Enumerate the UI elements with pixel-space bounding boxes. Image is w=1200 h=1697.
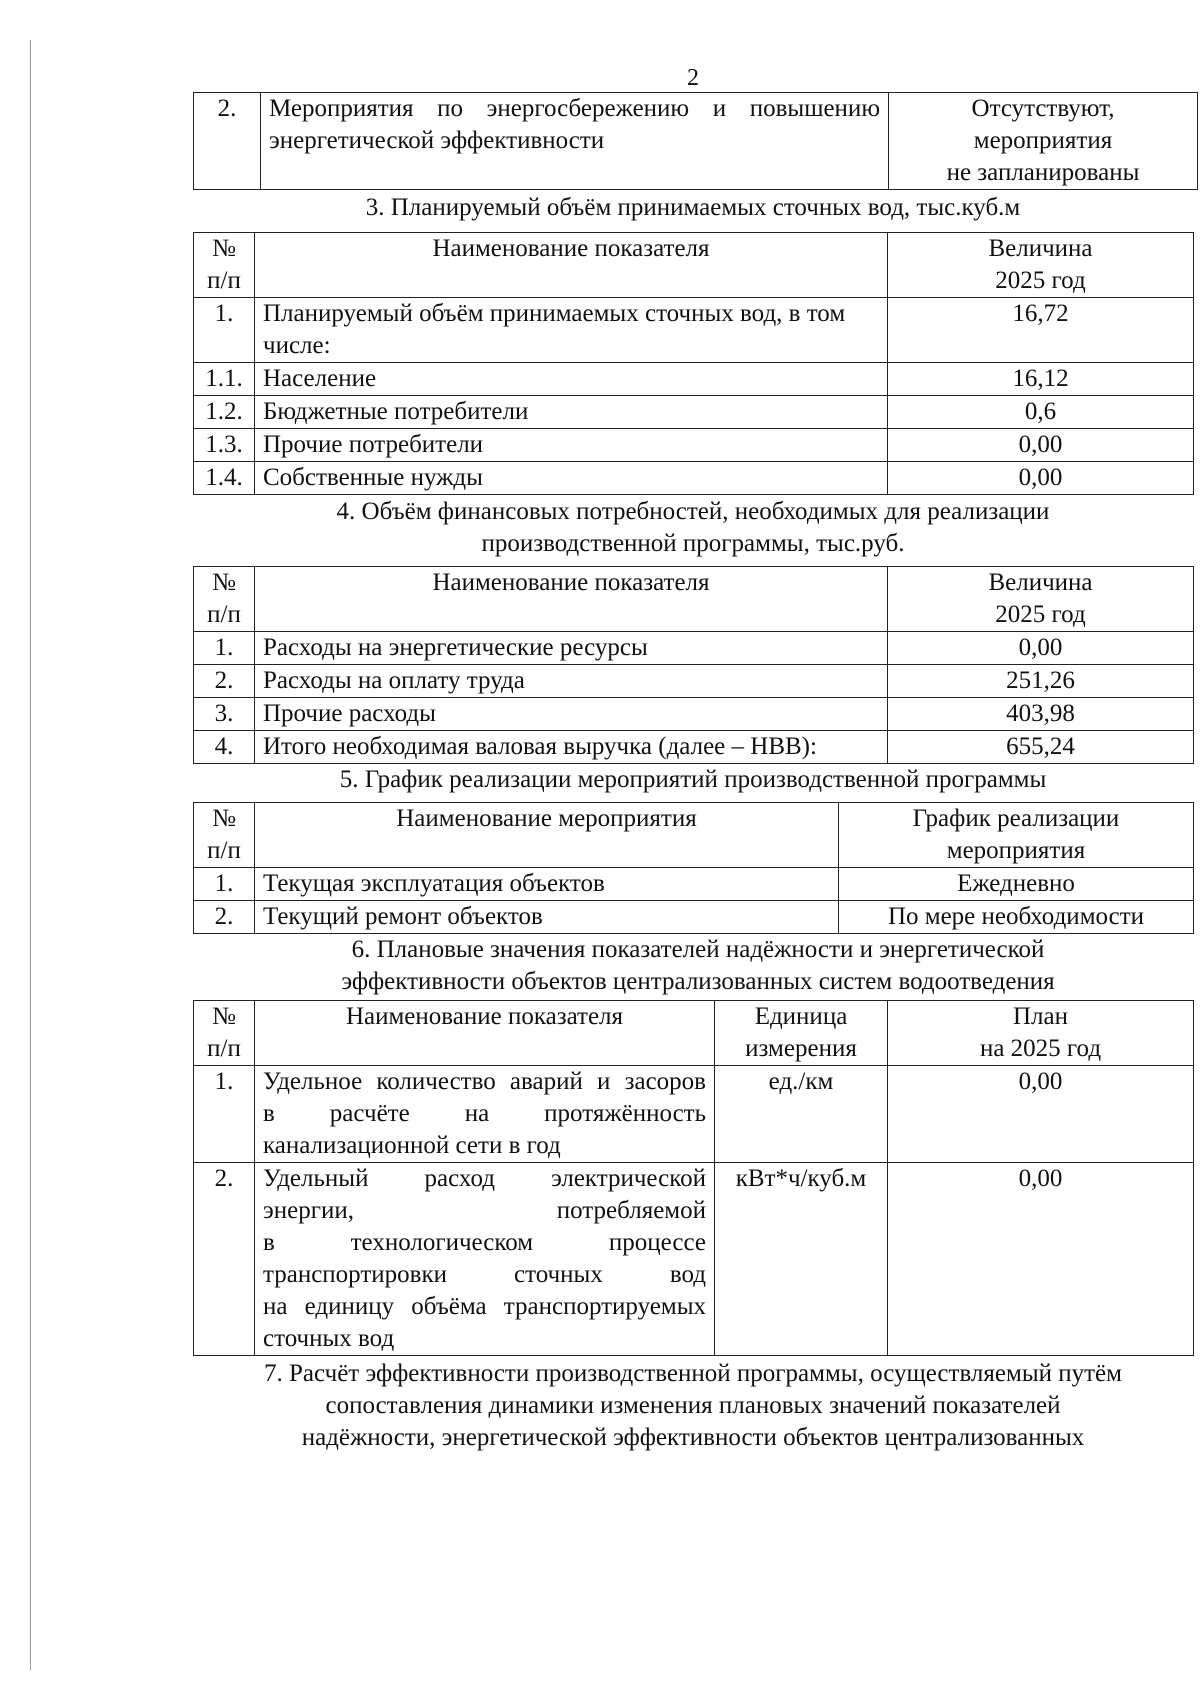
row-name	[255, 1163, 715, 1356]
measure-name-line-2: энергетической эффективности	[269, 127, 605, 154]
row-name: Планируемый объём принимаемых сточных вод, в том числе:	[255, 298, 888, 363]
header-number-line-1: №	[212, 235, 236, 262]
header-value-line-1: Величина	[988, 569, 1093, 596]
row-value: 655,24	[888, 731, 1194, 764]
section6-title-line-2: эффективности объектов централизованных систем водоотведения	[341, 968, 1055, 995]
row-name: Расходы на оплату труда	[255, 665, 888, 698]
status-line: Отсутствуют,	[971, 95, 1115, 122]
section4-table	[193, 566, 1194, 764]
row-value: 0,00	[888, 462, 1194, 495]
row-name	[255, 1066, 715, 1163]
header-unit-line-1: Единица	[754, 1003, 848, 1030]
table-row	[194, 429, 1194, 462]
row-value: 16,12	[888, 363, 1194, 396]
row-name-line: сточных вод	[263, 1325, 395, 1352]
section5-title: 5. График реализации мероприятий производственной программы	[339, 766, 1047, 793]
table-row	[194, 363, 1194, 396]
section7-title-line-1: 7. Расчёт эффективности производственной программы, осуществляемый путём	[264, 1360, 1122, 1387]
section7-title-line-3: надёжности, энергетической эффективности объектов централизованных	[301, 1424, 1085, 1451]
header-schedule	[839, 803, 1194, 868]
header-number	[194, 567, 255, 632]
row-name-line: в технологическом процессе	[263, 1229, 706, 1256]
header-number-line-2: п/п	[207, 837, 241, 864]
section2-table	[193, 92, 1198, 190]
table-row	[194, 731, 1194, 764]
header-value-line-1: Величина	[988, 235, 1093, 262]
row-number: 1.1.	[194, 363, 255, 396]
section7-title-line-2: сопоставления динамики изменения плановых значений показателей	[325, 1392, 1061, 1419]
row-number: 1.	[194, 868, 255, 901]
table-row	[194, 698, 1194, 731]
header-value-line-2: 2025 год	[995, 267, 1086, 294]
header-schedule-line-2: мероприятия	[946, 837, 1086, 864]
row-number: 2.	[194, 665, 255, 698]
row-number: 2.	[194, 901, 255, 934]
table-row	[194, 632, 1194, 665]
table-row	[194, 665, 1194, 698]
row-value: 403,98	[888, 698, 1194, 731]
row-value: 16,72	[888, 298, 1194, 363]
row-unit: ед./км	[715, 1066, 888, 1163]
header-number	[194, 803, 255, 868]
row-name-line: Удельный расход электрической	[263, 1165, 706, 1192]
row-number: 1.3.	[194, 429, 255, 462]
row-schedule: По мере необходимости	[839, 901, 1194, 934]
row-name: Текущий ремонт объектов	[255, 901, 839, 934]
status-line: мероприятия	[973, 127, 1113, 154]
header-plan-line-1: План	[1012, 1003, 1068, 1030]
table-row	[194, 1066, 1194, 1163]
table-header-row	[194, 567, 1194, 632]
header-number-line-1: №	[212, 569, 236, 596]
row-number: 1.2.	[194, 396, 255, 429]
header-number-line-2: п/п	[207, 1035, 241, 1062]
row-plan: 0,00	[888, 1163, 1194, 1356]
section6-title-line-1: 6. Плановые значения показателей надёжности и энергетической	[351, 936, 1045, 963]
row-name: Текущая эксплуатация объектов	[255, 868, 839, 901]
row-name-line: в расчёте на протяжённость	[263, 1100, 706, 1127]
table-row	[194, 868, 1194, 901]
table-header-row	[194, 233, 1194, 298]
row-name: Население	[255, 363, 888, 396]
row-number: 1.4.	[194, 462, 255, 495]
table-row	[194, 462, 1194, 495]
header-number	[194, 1001, 255, 1066]
row-unit: кВт*ч/куб.м	[715, 1163, 888, 1356]
row-number: 2.	[194, 93, 261, 190]
header-name: Наименование показателя	[255, 567, 888, 632]
row-name-line: на единицу объёма транспортируемых	[263, 1293, 706, 1320]
row-name-line: Удельное количество аварий и засоров	[263, 1068, 706, 1095]
left-margin-line	[30, 40, 31, 1670]
header-number-line-1: №	[212, 1003, 236, 1030]
row-number: 1.	[194, 298, 255, 363]
header-name: Наименование показателя	[255, 1001, 715, 1066]
header-value-line-2: 2025 год	[995, 601, 1086, 628]
table-row	[194, 1163, 1194, 1356]
header-plan-line-2: на 2025 год	[979, 1035, 1102, 1062]
page-number: 2	[687, 65, 699, 91]
row-number: 4.	[194, 731, 255, 764]
measure-name	[261, 93, 889, 190]
header-number-line-2: п/п	[207, 601, 241, 628]
row-number: 3.	[194, 698, 255, 731]
header-number-line-1: №	[212, 805, 236, 832]
section4-title-line-1: 4. Объём финансовых потребностей, необходимых для реализации	[336, 498, 1050, 525]
section3-title: 3. Планируемый объём принимаемых сточных вод, тыс.куб.м	[365, 194, 1021, 221]
header-plan	[888, 1001, 1194, 1066]
section3-table	[193, 232, 1194, 495]
header-value	[888, 567, 1194, 632]
section4-title	[193, 496, 1193, 566]
row-value: 251,26	[888, 665, 1194, 698]
header-schedule-line-1: График реализации	[912, 805, 1120, 832]
row-value: 0,6	[888, 396, 1194, 429]
header-unit	[715, 1001, 888, 1066]
row-value: 0,00	[888, 632, 1194, 665]
row-name: Бюджетные потребители	[255, 396, 888, 429]
row-name: Собственные нужды	[255, 462, 888, 495]
header-value	[888, 233, 1194, 298]
table-header-row	[194, 1001, 1194, 1066]
section5-table	[193, 802, 1194, 934]
row-name: Расходы на энергетические ресурсы	[255, 632, 888, 665]
header-unit-line-2: измерения	[745, 1035, 857, 1062]
row-value: 0,00	[888, 429, 1194, 462]
table-row	[194, 298, 1194, 363]
section4-title-line-2: производственной программы, тыс.руб.	[481, 530, 905, 557]
table-row	[194, 396, 1194, 429]
header-number	[194, 233, 255, 298]
header-number-line-2: п/п	[207, 267, 241, 294]
row-name: Итого необходимая валовая выручка (далее – НВВ):	[255, 731, 888, 764]
row-number: 1.	[194, 632, 255, 665]
row-number: 2.	[194, 1163, 255, 1356]
table-row	[194, 901, 1194, 934]
measure-name-line-1: Мероприятия по энергосбережению и повышению	[269, 95, 880, 122]
header-name: Наименование показателя	[255, 233, 888, 298]
header-name: Наименование мероприятия	[255, 803, 839, 868]
table-header-row	[194, 803, 1194, 868]
section7-title	[193, 1358, 1193, 1454]
row-name: Прочие потребители	[255, 429, 888, 462]
row-name-line: канализационной сети в год	[263, 1132, 561, 1159]
row-schedule: Ежедневно	[839, 868, 1194, 901]
row-name-line: транспортировки сточных вод	[263, 1261, 706, 1288]
row-plan: 0,00	[888, 1066, 1194, 1163]
table-row	[194, 93, 1198, 190]
document-page	[193, 64, 1193, 1454]
measure-status	[889, 93, 1198, 190]
row-name: Прочие расходы	[255, 698, 888, 731]
section6-table	[193, 1000, 1194, 1356]
status-line: не запланированы	[946, 159, 1140, 186]
row-number: 1.	[194, 1066, 255, 1163]
row-name-line: энергии, потребляемой	[263, 1197, 706, 1224]
section6-title	[193, 934, 1193, 1000]
